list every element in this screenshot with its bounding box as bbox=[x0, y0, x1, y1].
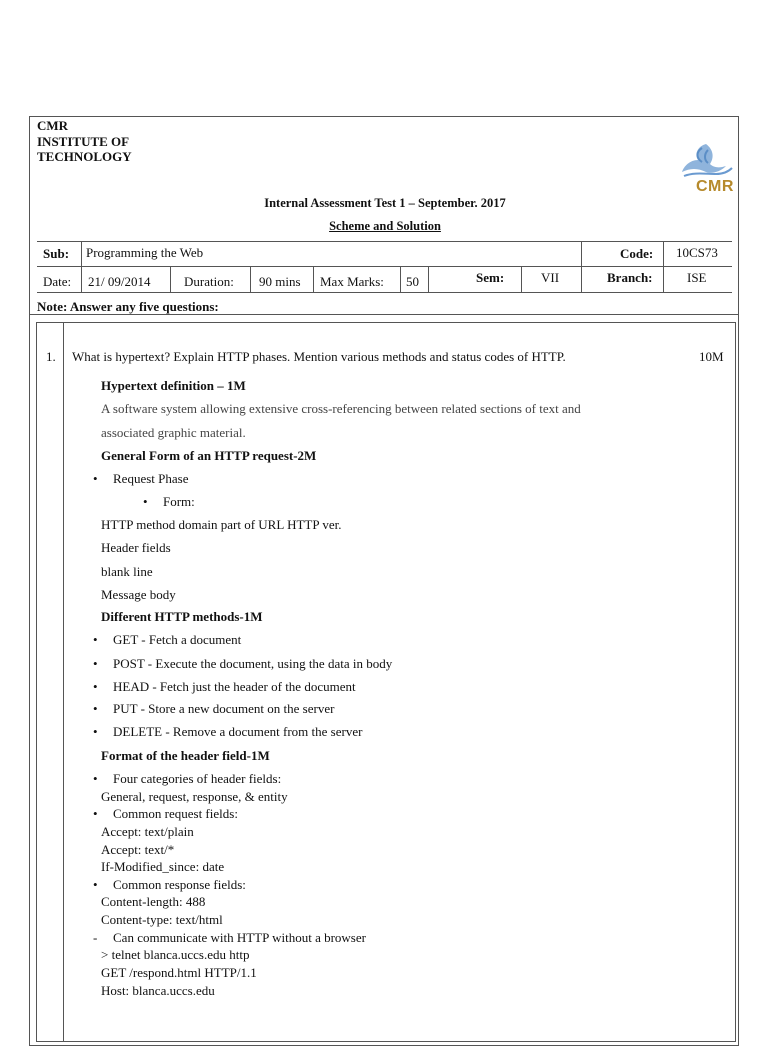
answer-heading: Different HTTP methods-1M bbox=[101, 609, 263, 624]
table-line bbox=[37, 241, 732, 242]
duration-value: 90 mins bbox=[259, 274, 301, 289]
institute-line: TECHNOLOGY bbox=[37, 149, 132, 164]
sem-value: VII bbox=[541, 270, 560, 285]
answer-text: Message body bbox=[101, 587, 176, 602]
question-column-line bbox=[63, 322, 64, 1042]
answer-heading: Hypertext definition – 1M bbox=[101, 378, 246, 393]
answer-text: associated graphic material. bbox=[101, 425, 246, 440]
bullet-icon: • bbox=[93, 656, 98, 671]
institute-line: CMR bbox=[37, 118, 69, 133]
table-line bbox=[37, 292, 732, 293]
scheme-title: Scheme and Solution bbox=[329, 219, 441, 233]
institute-line: INSTITUTE OF bbox=[37, 133, 130, 149]
bullet-icon: • bbox=[93, 806, 98, 821]
answer-text: Content-type: text/html bbox=[101, 912, 223, 927]
bullet-icon: • bbox=[93, 632, 98, 647]
sub-label: Sub: bbox=[43, 246, 70, 261]
table-line bbox=[250, 266, 251, 292]
answer-text: Accept: text/* bbox=[101, 842, 175, 857]
table-line bbox=[37, 266, 732, 267]
table-line bbox=[581, 241, 582, 292]
institute-name bbox=[37, 118, 132, 165]
list-item: - Can communicate with HTTP without a browser bbox=[93, 930, 366, 945]
list-item: • HEAD - Fetch just the header of the document bbox=[93, 679, 356, 694]
list-item: • Four categories of header fields: bbox=[93, 771, 282, 786]
bullet-icon: • bbox=[93, 471, 98, 486]
note-rule bbox=[29, 314, 739, 315]
answer-text: Host: blanca.uccs.edu bbox=[101, 983, 215, 998]
list-item: • Form: bbox=[143, 494, 195, 509]
table-line bbox=[521, 266, 522, 292]
answer-text: General, request, response, & entity bbox=[101, 789, 288, 804]
list-item: • Common response fields: bbox=[93, 877, 246, 892]
maxmarks-label: Max Marks: bbox=[320, 274, 384, 289]
list-item: • GET - Fetch a document bbox=[93, 632, 242, 647]
sub-value: Programming the Web bbox=[86, 245, 204, 260]
answer-text: GET /respond.html HTTP/1.1 bbox=[101, 965, 257, 980]
note: Note: Answer any five questions: bbox=[37, 299, 219, 314]
logo-text: CMR bbox=[696, 178, 734, 195]
bullet-icon: • bbox=[93, 701, 98, 716]
question-marks: 10M bbox=[699, 349, 724, 364]
bullet-icon: • bbox=[93, 771, 98, 786]
date-value: 21/ 09/2014 bbox=[88, 274, 151, 289]
list-item: • Request Phase bbox=[93, 471, 189, 486]
answer-text: A software system allowing extensive cross-referencing between related sections of text and bbox=[101, 401, 581, 416]
answer-text: HTTP method domain part of URL HTTP ver. bbox=[101, 517, 342, 532]
table-line bbox=[170, 266, 171, 292]
answer-text: Accept: text/plain bbox=[101, 824, 194, 839]
bullet-icon: • bbox=[143, 494, 148, 509]
bullet-icon: • bbox=[93, 877, 98, 892]
maxmarks-value: 50 bbox=[406, 274, 419, 289]
dash-icon: - bbox=[93, 930, 98, 945]
branch-value: ISE bbox=[687, 270, 707, 285]
table-line bbox=[663, 241, 664, 292]
table-line bbox=[81, 241, 82, 292]
list-item: • POST - Execute the document, using the data in body bbox=[93, 656, 393, 671]
sem-label: Sem: bbox=[476, 270, 505, 285]
answer-text: Content-length: 488 bbox=[101, 894, 206, 909]
answer-heading: Format of the header field-1M bbox=[101, 748, 270, 763]
date-label: Date: bbox=[43, 274, 72, 289]
table-line bbox=[313, 266, 314, 292]
branch-label: Branch: bbox=[607, 270, 653, 285]
answer-heading: General Form of an HTTP request-2M bbox=[101, 448, 317, 463]
list-item: • DELETE - Remove a document from the server bbox=[93, 724, 363, 739]
list-item: • PUT - Store a new document on the server bbox=[93, 701, 335, 716]
answer-text: Header fields bbox=[101, 540, 171, 555]
code-value: 10CS73 bbox=[676, 245, 718, 260]
answer-text: > telnet blanca.uccs.edu http bbox=[101, 947, 250, 962]
cmr-logo bbox=[676, 138, 736, 200]
duration-label: Duration: bbox=[184, 274, 234, 289]
answer-text: If-Modified_since: date bbox=[101, 859, 225, 874]
answer-text: blank line bbox=[101, 564, 153, 579]
table-line bbox=[428, 266, 429, 292]
test-title: Internal Assessment Test 1 – September. 2017 bbox=[264, 196, 506, 210]
question-number: 1. bbox=[46, 349, 56, 364]
table-line bbox=[400, 266, 401, 292]
question-text: What is hypertext? Explain HTTP phases. Mention various methods and status codes of HTTP. bbox=[72, 349, 566, 364]
code-label: Code: bbox=[620, 246, 654, 261]
bullet-icon: • bbox=[93, 679, 98, 694]
list-item: • Common request fields: bbox=[93, 806, 238, 821]
bullet-icon: • bbox=[93, 724, 98, 739]
